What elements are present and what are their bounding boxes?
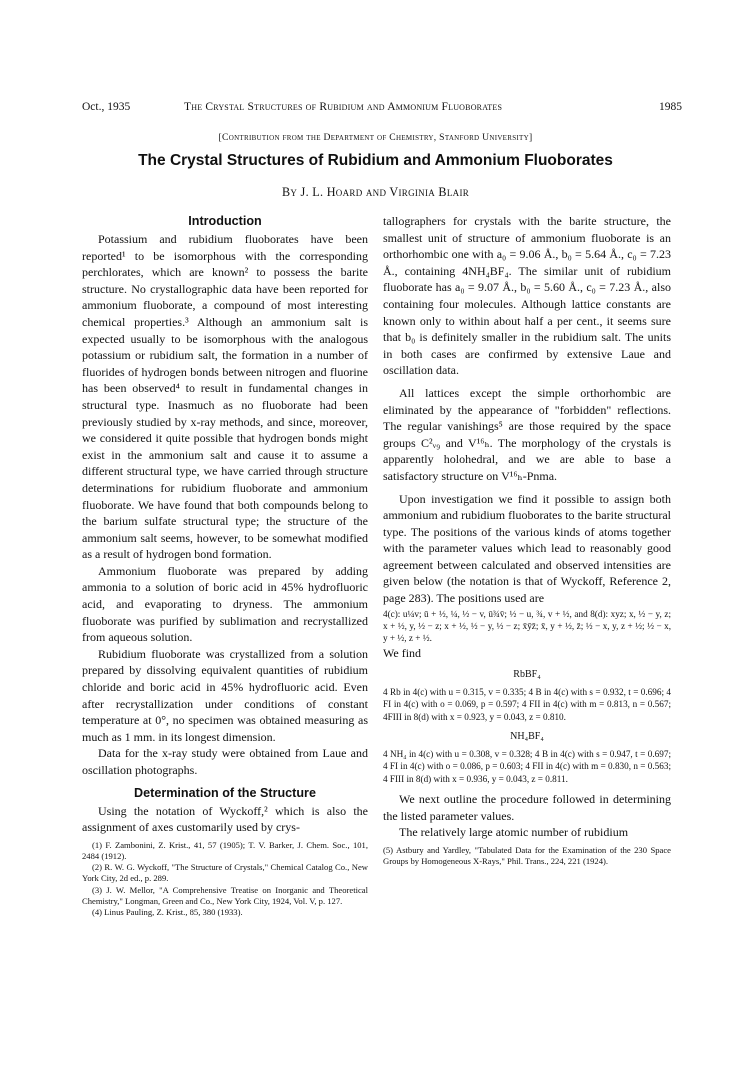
introduction-heading: Introduction [188, 214, 262, 228]
contribution-note: [Contribution from the Department of Chemistry, Stanford University] [218, 132, 533, 143]
nh4bf4-formula: NH₄BF₄ [510, 731, 544, 743]
page-number: 1985 [659, 101, 682, 113]
footnote-4: (4) Linus Pauling, Z. Krist., 85, 380 (1933). [92, 907, 243, 917]
rbbf4-parameters: 4 Rb in 4(c) with u = 0.315, v = 0.335; 4 B in 4(c) with s = 0.932, t = 0.696; 4 FI in 4(c) with o = 0.069, p = 0.597; 4 FII in 4(c) with m = 0.813, n = 0.567; 4FIII in 8(d) with x = 0.923, y = 0.043, z = 0.810. [383, 687, 671, 722]
rbbf4-formula: RbBF₄ [513, 669, 541, 681]
left-column [82, 213, 368, 918]
intro-paragraph-4: Data for the x-ray study were obtained from Laue and oscillation photographs. [82, 746, 368, 777]
intro-paragraph-1: Potassium and rubidium fluoborates have been reported¹ to be isomorphous with the corresponding perchlorates, which are known² to possess the barite structure. No crystallographic data have been reported for ammonium fluoborate, a compound of most interesting chemical properties.³ Although an ammonium salt is expected usually to be isomorphous with the analogous potassium or rubidium salt, the formation in a number of fluorides of hydrogen bonds between nitrogen and fluorine has been observed⁴ to result in fundamental changes in structural type. Inasmuch as no fluoborate had been previously studied by x-ray methods, and since, moreover, we considered it quite possible that hydrogen bonds might exist in the ammonium salt and cause it to assume a different structural type, we have carried through structure determinations for rubidium fluoborate and ammonium fluoborate. We have found that both compounds belong to the barium sulfate structural type; the structure of the ammonium salt seems, however, to be somewhat modified as a result of hydrogen bond formation. [82, 232, 368, 562]
running-title: The Crystal Structures of Rubidium and Ammonium Fluoborates [184, 101, 503, 113]
issue-date: Oct., 1935 [82, 101, 131, 113]
footnote-3: (3) J. W. Mellor, "A Comprehensive Treatise on Inorganic and Theoretical Chemistry," Longman, Green and Co., New York City, 1924, Vol. V, p. 127. [82, 884, 368, 906]
determination-paragraph-1: Using the notation of Wyckoff,² which is also the assignment of axes customarily used by crys- [82, 803, 368, 835]
right-column [383, 213, 671, 867]
running-head [82, 101, 682, 117]
equivalent-positions: 4(c): u¼v; ū + ½, ¼, ½ − v, ū¾v̄; ½ − u, ¾, v + ½, and 8(d): xyz; x, ½ − y, z; x + ½, y, ½ − z; x + ½, ½ − y, ½ − z; x̄ȳz̄; x̄, y + ½, z̄; ½ − x, y, z + ½; ½ − x, y + ½, z + ½. [383, 608, 671, 644]
unit-cell-paragraph: tallographers for crystals with the barite structure, the smallest unit of structure of ammonium fluoborate is an orthorhombic one with a₀ = 9.06 Å., b₀ = 5.64 Å., c₀ = 7.23 Å., containing 4NH₄BF₄. The similar unit of rubidium fluoborate has a₀ = 9.07 Å., b₀ = 5.60 Å., c₀ = 7.23 Å., also containing four molecules. Although lattice constants are known only to within about half a per cent., it seems sure that b₀ is definitely smaller in the rubidium salt. The units in both cases are confirmed by extensive Laue and oscillation data. [383, 214, 671, 378]
footnote-2: (2) R. W. G. Wyckoff, "The Structure of Crystals," Chemical Catalog Co., New York City, 2d ed., p. 289. [82, 862, 368, 884]
nh4bf4-parameters: 4 NH₄ in 4(c) with u = 0.308, v = 0.328; 4 B in 4(c) with s = 0.947, t = 0.697; 4 FI in 4(c) with o = 0.086, p = 0.603; 4 FII in 4(c) with m = 0.830, n = 0.563; 4 FIII in 8(d) with x = 0.936, y = 0.043, z = 0.811. [383, 748, 671, 784]
structure-paragraph: Upon investigation we find it possible to assign both ammonium and rubidium fluoborates to the barite structural type. The positions of the various kinds of atoms together with the parameter values which lead to reasonably good agreement between calculated and observed intensities are given below (the notation is that of Wyckoff, Reference 2, page 283). The positions used are [383, 491, 671, 606]
intro-paragraph-2: Ammonium fluoborate was prepared by adding ammonia to a solution of boric acid in 45% hydrofluoric acid, and evaporating to dryness. The ammonium fluoborate was purified by sublimation and recrystallized from aqueous solution. [82, 563, 368, 645]
author-byline: By J. L. Hoard and Virginia Blair [281, 185, 470, 199]
we-find-text: We find [383, 645, 422, 660]
procedure-paragraph: We next outline the procedure followed in determining the listed parameter values. [383, 792, 671, 823]
footnotes [82, 840, 368, 918]
intro-paragraph-3: Rubidium fluoborate was crystallized from a solution prepared by dissolving equivalent quantities of rubidium chloride and boric acid in 45% hydrofluoric acid. Even after recrystallization under conditions of constant temperature at 0°, no specimen was obtained measuring as much as 1 mm. in its longest dimension. [82, 646, 368, 744]
determination-heading: Determination of the Structure [134, 785, 316, 800]
footnote-1: (1) F. Zambonini, Z. Krist., 41, 57 (1905); T. V. Barker, J. Chem. Soc., 101, 2484 (1912). [82, 839, 368, 861]
footnote-5: (5) Astbury and Yardley, "Tabulated Data for the Examination of the 230 Space Groups by Homogeneous X-Rays," Phil. Trans., 224, 221 (1924). [383, 844, 671, 867]
atomic-number-paragraph: The relatively large atomic number of rubidium [399, 825, 629, 840]
article-title: The Crystal Structures of Rubidium and Ammonium Fluoborates [138, 152, 613, 169]
space-group-paragraph: All lattices except the simple orthorhombic are eliminated by the appearance of "forbidden" reflections. The regular vanishings⁵ are those required by the space groups C²ᵥ₉ and V¹⁶ₕ. The morphology of the crystals is apparently holohedral, and we are able to base a satisfactory structure on V¹⁶ₕ-Pnma. [383, 385, 671, 483]
